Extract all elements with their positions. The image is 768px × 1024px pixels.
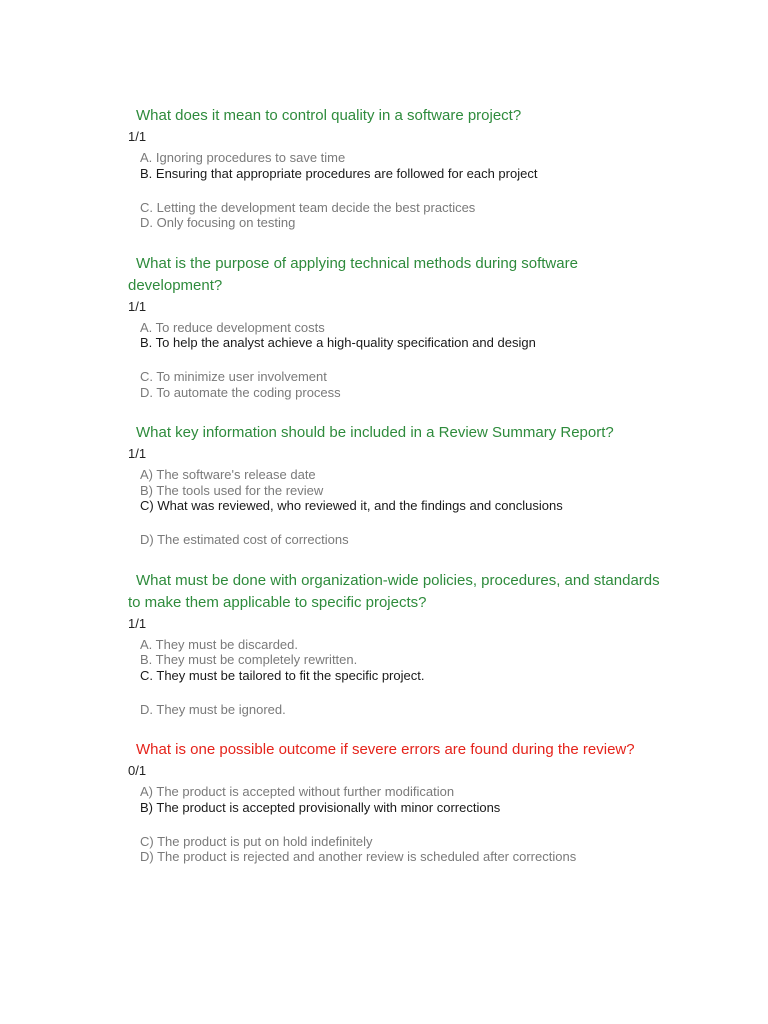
answer-option-selected: B. To help the analyst achieve a high-quality specification and design <box>140 335 536 350</box>
answer-option: A. They must be discarded. <box>140 636 299 652</box>
answer-option: A. Ignoring procedures to save time <box>140 150 346 165</box>
answer-options <box>128 150 668 231</box>
question-score: 1/1 <box>128 298 147 314</box>
answer-option: D) The estimated cost of corrections <box>140 532 349 547</box>
answer-option: C. Letting the development team decide the best practices <box>140 199 476 215</box>
answer-option-selected: C) What was reviewed, who reviewed it, and the findings and conclusions <box>140 498 563 513</box>
answer-option: A. To reduce development costs <box>140 319 325 335</box>
answer-options <box>128 467 668 548</box>
quiz-results <box>128 104 668 886</box>
question-text: What does it mean to control quality in a software project? <box>136 107 522 124</box>
question-block <box>128 569 668 718</box>
question-text: What must be done with organization-wide policies, procedures, and standards to make them applicable to specific projects? <box>128 571 660 611</box>
answer-option: D) The product is rejected and another review is scheduled after corrections <box>140 849 577 864</box>
answer-options <box>128 320 668 401</box>
answer-option: D. They must be ignored. <box>140 701 286 717</box>
option-spacer <box>140 181 668 200</box>
question-block <box>128 738 668 865</box>
question-text: What key information should be included in a Review Summary Report? <box>136 424 614 441</box>
answer-option: D. Only focusing on testing <box>140 215 296 230</box>
question-text: What is one possible outcome if severe errors are found during the review? <box>136 741 635 758</box>
answer-option: B. They must be completely rewritten. <box>140 652 358 667</box>
answer-option-selected: C. They must be tailored to fit the specific project. <box>140 667 425 683</box>
answer-options <box>128 637 668 718</box>
answer-option: C) The product is put on hold indefinitely <box>140 833 373 849</box>
answer-option-selected: B) The product is accepted provisionally with minor corrections <box>140 799 501 815</box>
answer-option: A) The product is accepted without further modification <box>140 784 455 799</box>
question-score: 0/1 <box>128 763 147 778</box>
option-spacer <box>140 514 668 533</box>
option-spacer <box>140 683 668 702</box>
question-score: 1/1 <box>128 446 147 461</box>
option-spacer <box>140 351 668 370</box>
answer-option: D. To automate the coding process <box>140 384 341 400</box>
answer-option-selected: B. Ensuring that appropriate procedures are followed for each project <box>140 165 538 181</box>
question-text: What is the purpose of applying technical methods during software development? <box>128 254 578 294</box>
question-score: 1/1 <box>128 129 147 144</box>
answer-option: C. To minimize user involvement <box>140 369 327 384</box>
question-score: 1/1 <box>128 615 147 631</box>
question-block <box>128 421 668 548</box>
question-block <box>128 104 668 231</box>
option-spacer <box>140 815 668 834</box>
question-block <box>128 252 668 401</box>
answer-options <box>128 784 668 865</box>
answer-option: A) The software's release date <box>140 467 316 482</box>
answer-option: B) The tools used for the review <box>140 482 324 498</box>
